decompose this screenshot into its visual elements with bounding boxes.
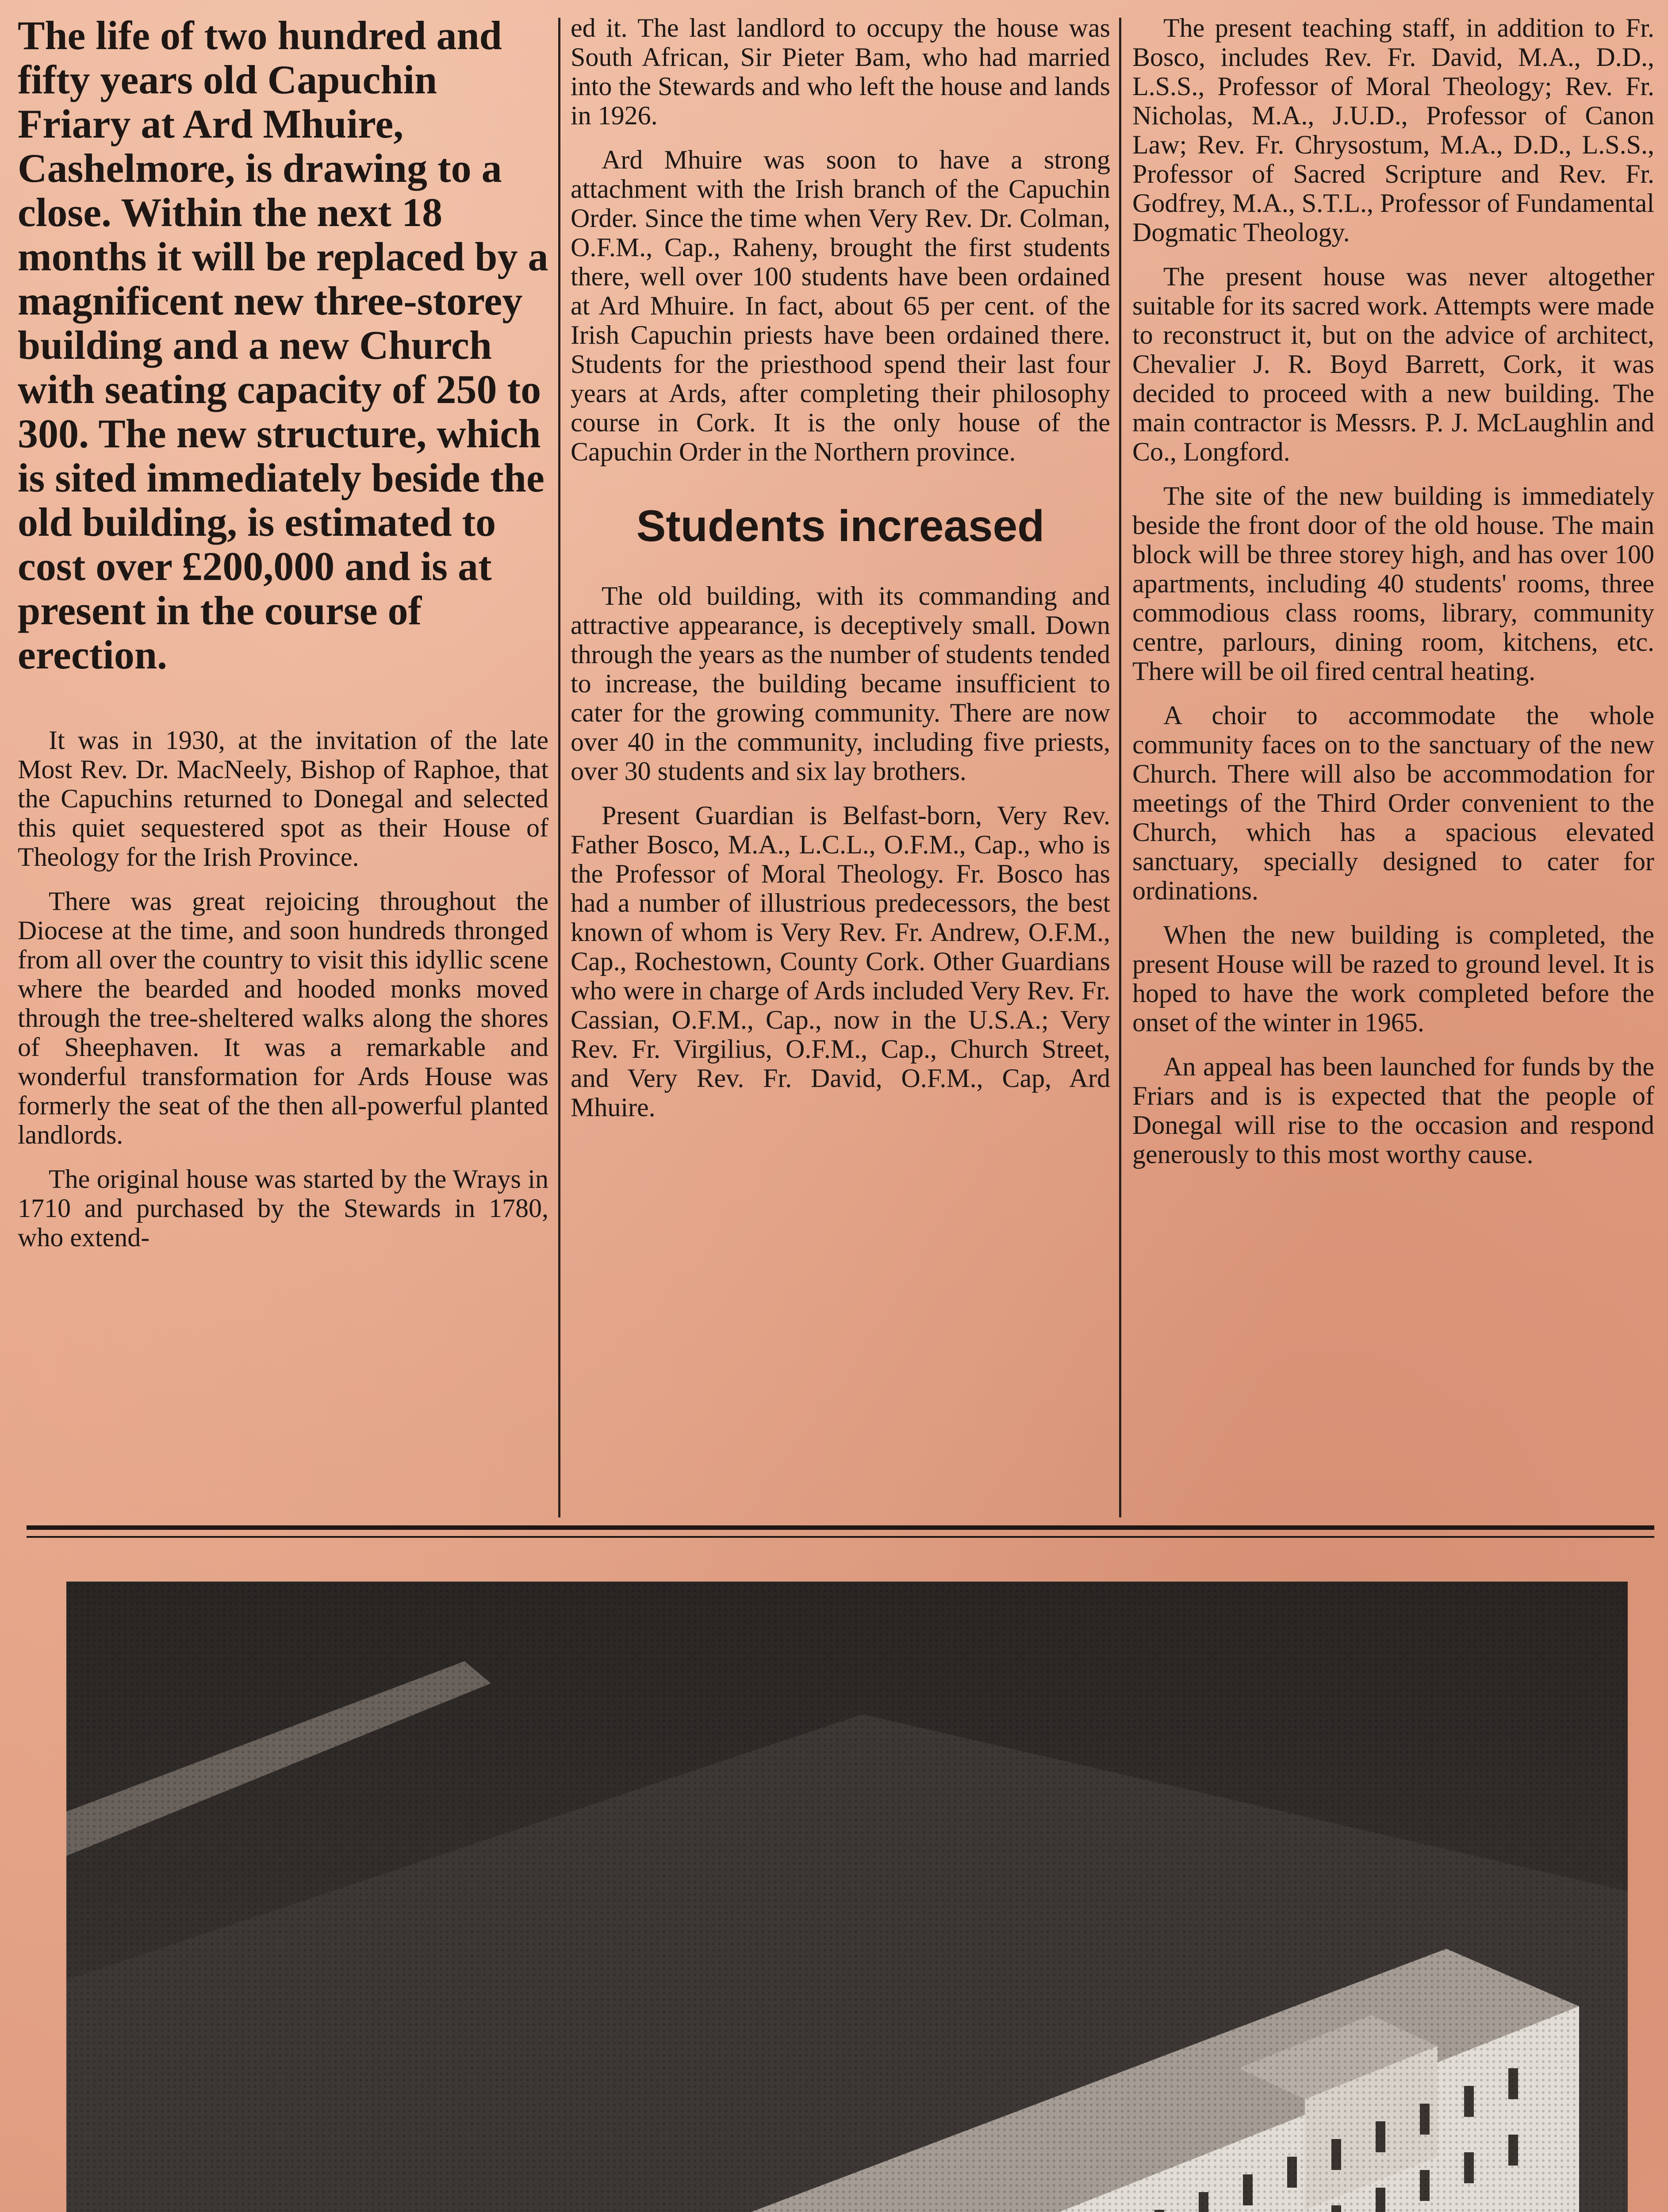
paragraph: Ard Mhuire was soon to have a strong attachment with the Irish branch of the Capuchin Order. Since the time when Very Rev. Dr. Colman, O.F.M., Cap., Raheny, brought the first students there, well over 100 students have been ordained at Ard Mhuire. In fact, about 65 per cent. of the Irish Capuchin priests have been ordained there. Students for the priesthood spend their last four years at Ards, after completing their philosophy course in Cork. It is the only house of the Capuchin Order in the Northern province. [571, 145, 1110, 466]
column-divider [1119, 18, 1121, 1517]
paragraph: The present house was never altogether suitable for its sacred work. Attempts were made to reconstruct it, but on the advice of architect, Chevalier J. R. Boyd Barrett, Cork, it was decided to proceed with a new building. The main contractor is Messrs. P. J. McLaughlin and Co., Longford. [1132, 262, 1654, 466]
paragraph: An appeal has been launched for funds by the Friars and is is expected that the people of Donegal will rise to the occasion and respond generously to this most worthy cause. [1132, 1052, 1654, 1169]
paragraph: The old building, with its commanding and attractive appearance, is deceptively small. Down through the years as the number of students tended to increase, the building became insufficient to cater for the growing community. There are now over 40 in the community, including five priests, over 30 students and six lay brothers. [571, 581, 1110, 786]
paragraph: The original house was started by the Wrays in 1710 and purchased by the Stewards in 1780, who extend- [18, 1164, 548, 1252]
column-divider [558, 18, 560, 1517]
architectural-model-photo [66, 1582, 1628, 2212]
paragraph: It was in 1930, at the invitation of the late Most Rev. Dr. MacNeely, Bishop of Raphoe, that the Capuchins returned to Donegal and selected this quiet sequestered spot as their House of Theology for the Irish Province. [18, 726, 548, 872]
paragraph: The present teaching staff, in addition to Fr. Bosco, includes Rev. Fr. David, M.A., D.D., L.S.S., Professor of Moral Theology; Rev. Fr. Nicholas, M.A., J.U.D., Professor of Canon Law; Rev. Fr. Chrysostum, M.A., D.D., L.S.S., Professor of Sacred Scripture and Rev. Fr. Godfrey, M.A., S.T.L., Professor of Fundamental Dogmatic Theology. [1132, 13, 1654, 247]
section-rule [27, 1525, 1654, 1530]
paragraph: Present Guardian is Belfast-born, Very Rev. Father Bosco, M.A., L.C.L., O.F.M., Cap., who is the Professor of Moral Theology. Fr. Bosco has had a number of illustrious predecessors, the best known of whom is Very Rev. Fr. Andrew, O.F.M., Cap., Rochestown, County Cork. Other Guardians who were in charge of Ards included Very Rev. Fr. Cassian, O.F.M., Cap., now in the U.S.A.; Very Rev. Fr. Virgilius, O.F.M., Cap., Church Street, and Very Rev. Fr. David, O.F.M., Cap, Ard Mhuire. [571, 801, 1110, 1122]
paragraph: A choir to accommodate the whole community faces on to the sanctuary of the new Church. There will also be accommodation for meetings of the Third Order convenient to the Church, which has a spacious elevated sanctuary, specially designed to cater for ordinations. [1132, 701, 1654, 905]
paragraph: ed it. The last landlord to occupy the house was South African, Sir Pieter Bam, who had married into the Stewards and who left the house and lands in 1926. [571, 13, 1110, 130]
subheading: Students increased [636, 501, 1045, 551]
section-rule [27, 1536, 1654, 1538]
paragraph: There was great rejoicing throughout the Diocese at the time, and soon hundreds thronged from all over the country to visit this idyllic scene where the bearded and hooded monks moved through the tree-sheltered walks along the shores of Sheephaven. It was a remarkable and wonderful transformation for Ards House was formerly the seat of the then all-powerful planted landlords. [18, 887, 548, 1149]
paragraph: The site of the new building is immediately beside the front door of the old house. The main block will be three storey high, and has over 100 apartments, including 40 students' rooms, three commodious class rooms, library, community centre, parlours, dining room, kitchens, etc. There will be oil fired central heating. [1132, 481, 1654, 686]
article-column-1 [18, 13, 548, 1267]
article-column-3 [1132, 13, 1654, 1184]
article-column-2 [571, 13, 1110, 1137]
article-lead: The life of two hundred and fifty years old Capuchin Friary at Ard Mhuire, Cashelmore, is drawing to a close. Within the next 18 months it will be replaced by a magnificent new three-storey building and a new Church with seating capacity of 250 to 300. The new structure, which is sited immediately beside the old building, is estimated to cost over £200,000 and is at present in the course of erection. [18, 13, 548, 677]
paragraph: When the new building is completed, the present House will be razed to ground level. It is hoped to have the work completed before the onset of the winter in 1965. [1132, 920, 1654, 1037]
